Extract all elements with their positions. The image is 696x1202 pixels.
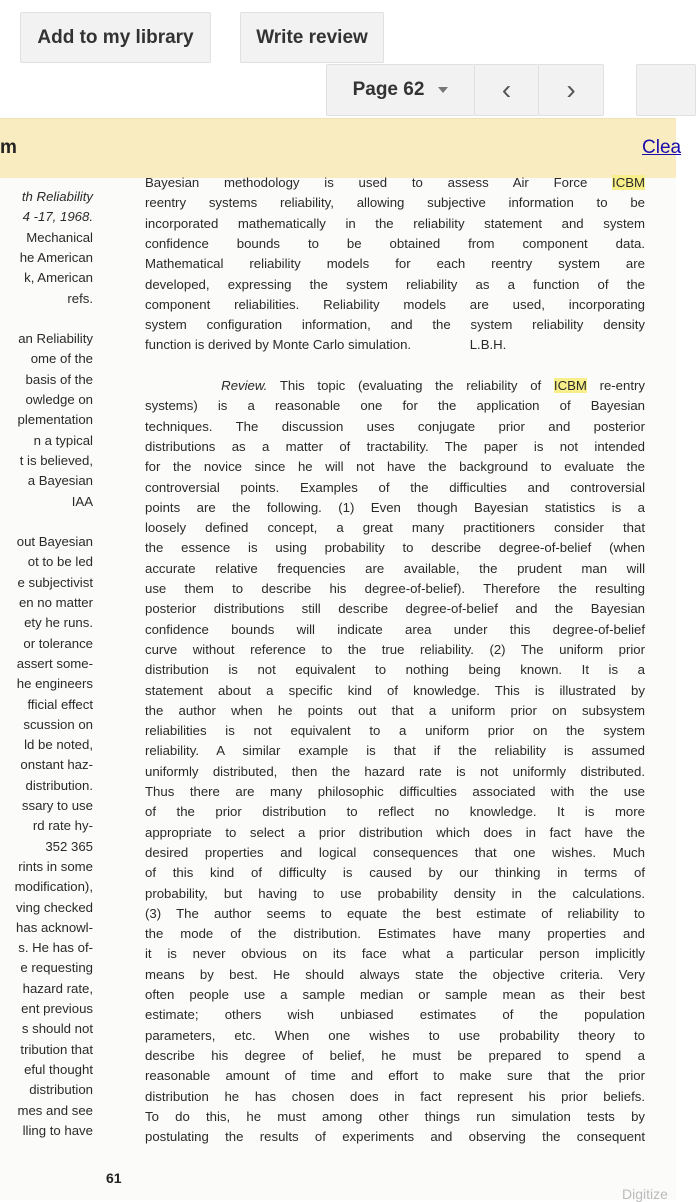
- right-text-line: it is never obvious on its face what a particular person implicitly: [145, 946, 645, 962]
- left-text-line: e requesting: [20, 960, 93, 976]
- left-text-line: has acknowl-: [16, 919, 93, 935]
- left-text-line: k, American: [24, 270, 93, 286]
- right-text-line: function is derived by Monte Carlo simulation. L.B.H.: [145, 337, 507, 353]
- left-text-line: e subjectivist: [17, 574, 93, 590]
- left-text-line: an Reliability: [18, 331, 93, 347]
- right-text-line: confidence bounds to be obtained from component data.: [145, 235, 645, 251]
- right-text-line: distributions as a matter of tractability. The paper is not intended: [145, 438, 645, 454]
- right-text-line: loosely defined concept, a great many practitioners consider that: [145, 520, 645, 536]
- review-label: Review.: [221, 378, 268, 393]
- left-text-line: ent previous: [21, 1001, 93, 1016]
- right-text-line: estimate; others wish unbiased estimates of the population: [145, 1007, 645, 1023]
- previous-page-button[interactable]: [474, 64, 539, 116]
- add-to-library-label: Add to my library: [37, 26, 194, 48]
- right-text-line: techniques. The discussion uses conjugate prior and posterior: [145, 418, 645, 434]
- right-text-line: distribution he has chosen does in fact represent his prior beliefs.: [145, 1088, 645, 1104]
- left-text-line: 352 365: [45, 838, 93, 854]
- page-selector-dropdown[interactable]: [326, 64, 475, 116]
- chevron-left-icon: ‹: [501, 74, 512, 105]
- left-text-line: hazard rate,: [22, 980, 93, 996]
- left-text-line: rints in some: [18, 858, 93, 874]
- next-page-button[interactable]: [538, 64, 604, 116]
- left-text-line: refs.: [67, 290, 93, 306]
- right-text-line: of the prior distribution to reflect no knowledge. It is more: [145, 804, 645, 820]
- right-text-line: the author when he points out that a uniform prior on subsystem: [145, 702, 645, 718]
- right-text-line: means by best. He should always state the objective criteria. Very: [145, 966, 645, 982]
- left-text-line: out Bayesian: [16, 534, 93, 550]
- right-text-line: incorporated mathematically in the reliability statement and system: [145, 215, 645, 231]
- right-text-line: appropriate to select a prior distribution which does in fact have the: [145, 824, 645, 840]
- left-text-line: n a typical: [33, 432, 93, 448]
- add-to-library-button[interactable]: [20, 12, 211, 63]
- toolbar-button[interactable]: [636, 64, 696, 116]
- right-text-line: the mode of the distribution. Estimates have many properties and: [145, 926, 645, 942]
- left-text-line: distribution: [29, 1082, 93, 1098]
- left-text-line: 4 -17, 1968.: [22, 209, 93, 225]
- right-text-line: posterior distributions still describe degree-of-belief and the Bayesian: [145, 601, 645, 617]
- write-review-button[interactable]: [240, 12, 384, 63]
- right-text-line: Thus there are many philosophic difficulties associated with the use: [145, 784, 645, 799]
- left-text-line: onstant haz-: [20, 757, 93, 773]
- page-selector-label: Page 62: [352, 79, 425, 100]
- left-text-line: a Bayesian: [27, 473, 93, 489]
- right-text-line: of this kind of difficulty is caused by our thinking in terms of: [145, 865, 645, 881]
- right-text-line: often people use a sample median or sample mean as their best: [145, 987, 645, 1002]
- left-text-line: ot to be led: [27, 554, 93, 570]
- left-text-line: s. He has of-: [18, 940, 93, 956]
- right-text-line: Mathematical reliability models for each reentry system are: [145, 256, 645, 272]
- left-text-line: en no matter: [18, 595, 93, 610]
- page-number: 61: [106, 1170, 122, 1186]
- right-text-line: reentry systems reliability, allowing subjective information to be: [145, 195, 645, 211]
- right-text-line: [145, 356, 645, 376]
- right-text-line: reasonable amount of time and effort to make sure that the prior: [145, 1068, 645, 1084]
- chevron-right-icon: ›: [566, 74, 576, 105]
- right-text-line: system configuration information, and the system reliability density: [145, 317, 645, 333]
- left-text-line: ome of the: [30, 351, 93, 367]
- left-text-line: modification),: [14, 879, 93, 895]
- right-text-line: curve without reference to the true reliability. (2) The uniform prior: [145, 641, 645, 657]
- left-text-line: IAA: [71, 493, 93, 509]
- left-text-line: basis of the: [25, 371, 93, 387]
- right-text-line: reliabilities is not equivalent to a uniform prior on the system: [145, 723, 645, 739]
- right-text-line: (3) The author seems to equate the best estimate of reliability to: [145, 905, 645, 921]
- left-text-line: scussion on: [23, 716, 93, 732]
- right-text-line: To do this, he must among other things run simulation tests by: [145, 1108, 645, 1124]
- right-text-line: use them to describe his degree-of-belief). Therefore the resulting: [145, 581, 645, 596]
- left-text-line: or tolerance: [23, 635, 93, 651]
- right-text-line: probability, but having to use probability density in the calculations.: [145, 885, 645, 901]
- left-text-line: distribution.: [25, 777, 93, 793]
- left-text-line: plementation: [17, 412, 93, 428]
- right-text-line: controversial points. Examples of the difficulties and controversial: [145, 479, 645, 495]
- write-review-label: Write review: [256, 26, 368, 48]
- right-text-line: the essence is using probability to describe degree-of-belief (when: [145, 540, 645, 556]
- left-text-line: he American: [19, 249, 93, 265]
- left-text-line: owledge on: [25, 392, 93, 407]
- right-text-line: accurate relative frequencies are available, the prudent man will: [145, 560, 645, 576]
- left-text-line: fficial effect: [27, 696, 93, 712]
- right-text-line: describe his degree of belief, he must be prepared to spend a: [145, 1047, 645, 1063]
- right-text-line: statement about a specific kind of knowledge. This is illustrated by: [145, 682, 645, 698]
- search-highlight: ICBM: [612, 175, 645, 190]
- left-text-line: rd rate hy-: [32, 818, 93, 834]
- left-text-line: t is believed,: [19, 452, 93, 468]
- right-text-line: component reliabilities. Reliability models are used, incorporating: [145, 296, 645, 312]
- right-text-line: confidence bounds will indicate area under this degree-of-belief: [145, 621, 645, 637]
- right-text-line: systems) is a reasonable one for the application of Bayesian: [145, 398, 645, 414]
- left-text-line: mes and see: [17, 1102, 93, 1118]
- left-text-line: ssary to use: [21, 798, 93, 813]
- right-text-line: reliability. A similar example is that if the reliability is assumed: [145, 743, 645, 759]
- right-text-line: postulating the results of experiments and observing the consequent: [145, 1129, 645, 1145]
- digitized-watermark: Digitize: [622, 1186, 668, 1202]
- left-text-line: lling to have: [22, 1122, 93, 1138]
- left-text-line: th Reliability: [21, 189, 93, 204]
- caret-down-icon: [438, 87, 448, 93]
- right-text-line: Bayesian methodology is used to assess Air Force ICBM: [145, 175, 645, 190]
- left-text-line: eful thought: [24, 1061, 93, 1077]
- right-text-line: desired properties and logical consequences that one wishes. Much: [145, 844, 645, 860]
- right-text-line: for the novice since he will not have the background to evaluate the: [145, 459, 645, 475]
- left-text-line: he engineers: [16, 676, 93, 692]
- search-highlight: ICBM: [553, 378, 587, 393]
- left-text-line: assert some-: [16, 655, 93, 671]
- right-text-line: developed, expressing the system reliability as a function of the: [145, 276, 645, 292]
- right-text-line: uniformly distributed, then the hazard rate is not uniformly distributed.: [145, 763, 645, 779]
- left-text-line: ety he runs.: [24, 615, 93, 631]
- search-notice-bar: [0, 118, 682, 179]
- left-text-line: tribution that: [20, 1041, 93, 1057]
- book-page-scan: [0, 175, 676, 1202]
- right-text-line: points are the following. (1) Even though Bayesian statistics is a: [145, 499, 645, 515]
- left-text-line: s should not: [21, 1021, 93, 1037]
- left-text-line: Mechanical: [26, 229, 93, 245]
- left-text-line: ving checked: [16, 899, 93, 915]
- right-text-line: Review. This topic (evaluating the reliability of ICBM re-entry: [221, 378, 646, 393]
- right-text-line: parameters, etc. When one wishes to use probability theory to: [145, 1027, 645, 1043]
- notice-text: m: [0, 137, 17, 158]
- clear-search-link[interactable]: Clea: [642, 137, 682, 158]
- right-text-line: distribution is not equivalent to nothing being known. It is a: [145, 662, 645, 678]
- left-text-line: ld be noted,: [24, 737, 93, 753]
